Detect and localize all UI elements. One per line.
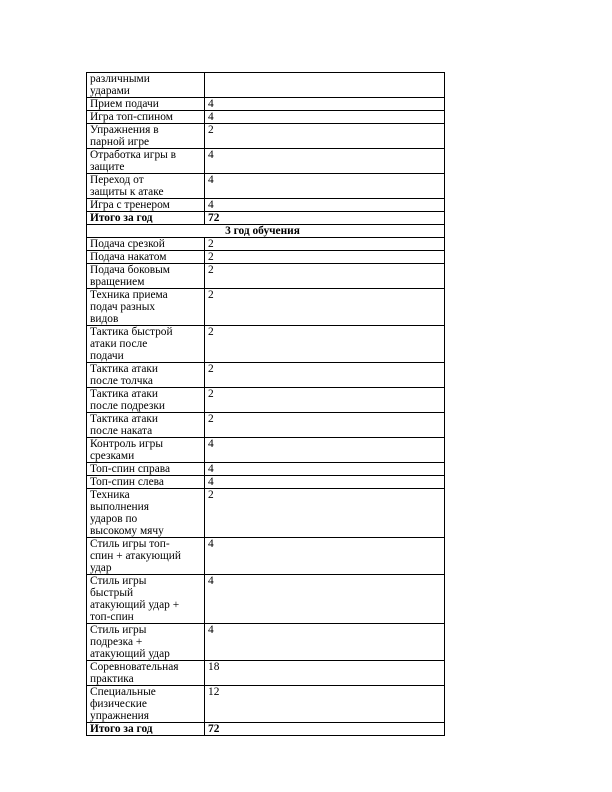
table-row xyxy=(87,413,445,438)
total-row xyxy=(87,212,445,225)
hours-cell: 4 xyxy=(205,476,445,489)
topic-cell: Упражнения в парной игре xyxy=(87,124,205,149)
hours-cell: 2 xyxy=(205,124,445,149)
table-row xyxy=(87,251,445,264)
topic-cell: Переход от защиты к атаке xyxy=(87,174,205,199)
table-row xyxy=(87,538,445,575)
topic-cell: Подача боковым вращением xyxy=(87,264,205,289)
table-row xyxy=(87,111,445,124)
topic-cell: Тактика быстрой атаки после подачи xyxy=(87,326,205,363)
total-label: Итого за год xyxy=(87,212,205,225)
hours-cell: 2 xyxy=(205,326,445,363)
table-row xyxy=(87,264,445,289)
table-row xyxy=(87,388,445,413)
table-row xyxy=(87,326,445,363)
table-row xyxy=(87,98,445,111)
hours-cell: 4 xyxy=(205,199,445,212)
table-total-year-2 xyxy=(87,212,445,238)
table-row xyxy=(87,363,445,388)
topic-cell: Прием подачи xyxy=(87,98,205,111)
total-row xyxy=(87,723,445,736)
hours-cell: 2 xyxy=(205,251,445,264)
hours-cell xyxy=(205,73,445,98)
topic-cell: Контроль игры срезками xyxy=(87,438,205,463)
topic-cell: Топ-спин справа xyxy=(87,463,205,476)
hours-cell: 2 xyxy=(205,388,445,413)
hours-cell: 2 xyxy=(205,489,445,538)
hours-cell: 4 xyxy=(205,149,445,174)
table-row xyxy=(87,149,445,174)
section-title-text: 3 год обучения xyxy=(225,225,300,237)
hours-cell: 2 xyxy=(205,238,445,251)
hours-cell: 4 xyxy=(205,98,445,111)
training-plan-table xyxy=(86,72,445,736)
hours-cell: 12 xyxy=(205,686,445,723)
topic-cell: Подача накатом xyxy=(87,251,205,264)
total-hours: 72 xyxy=(205,212,445,225)
table-body-year-3 xyxy=(87,238,445,723)
topic-cell: Специальные физические упражнения xyxy=(87,686,205,723)
hours-cell: 4 xyxy=(205,438,445,463)
topic-cell: Тактика атаки после наката xyxy=(87,413,205,438)
topic-cell: Отработка игры в защите xyxy=(87,149,205,174)
total-label: Итого за год xyxy=(87,723,205,736)
table-row xyxy=(87,575,445,624)
table-row xyxy=(87,489,445,538)
topic-cell: Игра с тренером xyxy=(87,199,205,212)
topic-cell: Стиль игры топ- спин + атакующий удар xyxy=(87,538,205,575)
hours-cell: 4 xyxy=(205,111,445,124)
table-row xyxy=(87,73,445,98)
hours-cell: 4 xyxy=(205,575,445,624)
hours-cell: 18 xyxy=(205,661,445,686)
topic-cell: различными ударами xyxy=(87,73,205,98)
hours-cell: 4 xyxy=(205,174,445,199)
section-header-row xyxy=(87,225,445,238)
topic-cell: Стиль игры подрезка + атакующий удар xyxy=(87,624,205,661)
hours-cell: 4 xyxy=(205,463,445,476)
table-row xyxy=(87,438,445,463)
hours-cell: 2 xyxy=(205,289,445,326)
topic-cell: Тактика атаки после толчка xyxy=(87,363,205,388)
total-hours: 72 xyxy=(205,723,445,736)
topic-cell: Подача срезкой xyxy=(87,238,205,251)
table-row xyxy=(87,124,445,149)
table-row xyxy=(87,199,445,212)
hours-cell: 4 xyxy=(205,538,445,575)
hours-cell: 2 xyxy=(205,264,445,289)
table-row xyxy=(87,624,445,661)
table-row xyxy=(87,476,445,489)
topic-cell: Техника выполнения ударов по высокому мячу xyxy=(87,489,205,538)
table-body-year-2-tail xyxy=(87,73,445,212)
hours-cell: 4 xyxy=(205,624,445,661)
table-row xyxy=(87,289,445,326)
topic-cell: Тактика атаки после подрезки xyxy=(87,388,205,413)
topic-cell: Стиль игры быстрый атакующий удар + топ-спин xyxy=(87,575,205,624)
topic-cell: Топ-спин слева xyxy=(87,476,205,489)
table-row xyxy=(87,174,445,199)
hours-cell: 2 xyxy=(205,363,445,388)
topic-cell: Игра топ-спином xyxy=(87,111,205,124)
table-total-year-3 xyxy=(87,723,445,736)
table-row xyxy=(87,686,445,723)
section-title xyxy=(87,225,445,238)
topic-cell: Соревновательная практика xyxy=(87,661,205,686)
table-row xyxy=(87,238,445,251)
table-row xyxy=(87,661,445,686)
table-row xyxy=(87,463,445,476)
hours-cell: 2 xyxy=(205,413,445,438)
topic-cell: Техника приема подач разных видов xyxy=(87,289,205,326)
